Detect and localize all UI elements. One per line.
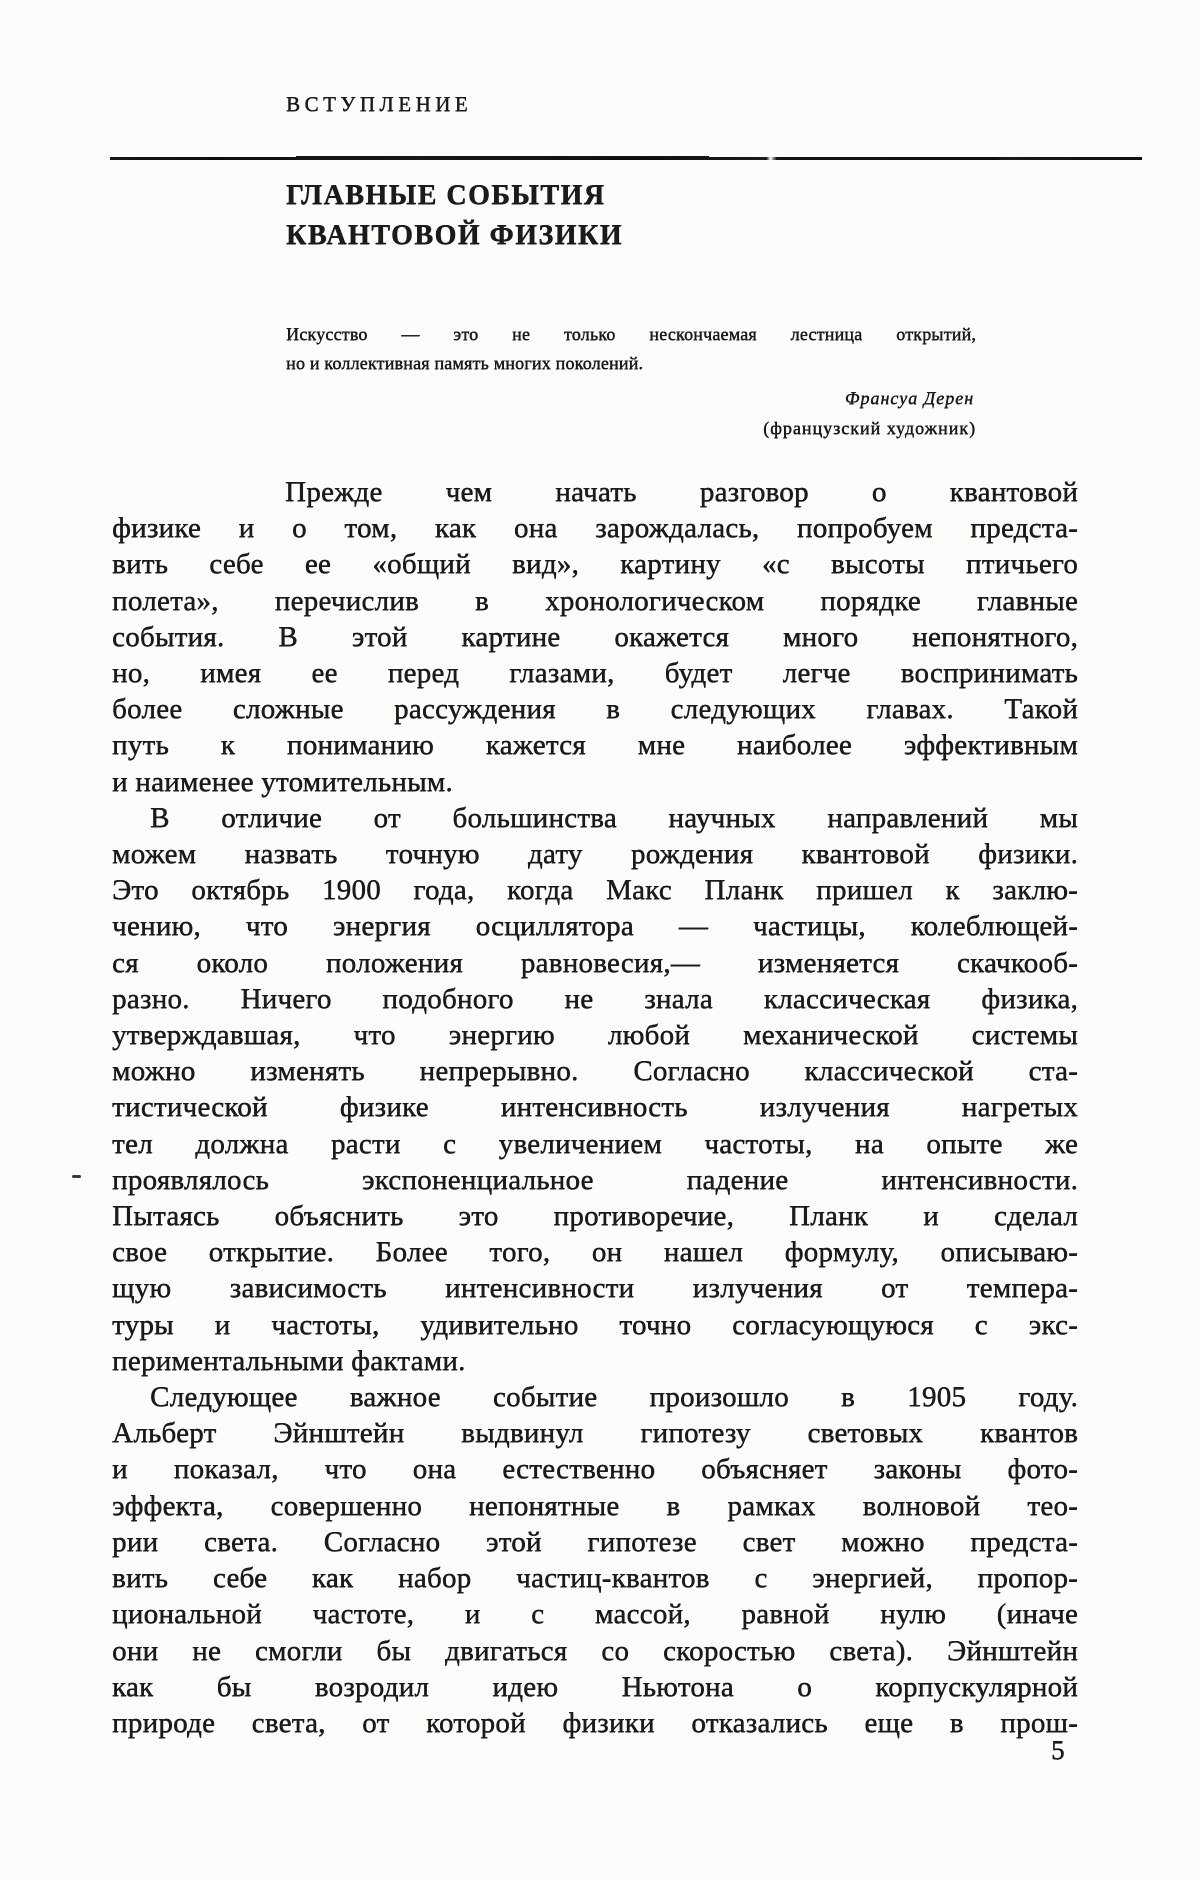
body-line: циональной частоте, и с массой, равной нулю (иначе (112, 1598, 1078, 1631)
body-line: физике и о том, как она зарождалась, попробуем предста- (112, 512, 1078, 545)
body-line: проявлялось экспоненциальное падение интенсивности. (112, 1163, 1078, 1196)
epigraph-line: Искусство — это не только нескончаемая лестница открытий, (286, 324, 976, 344)
body-line: туры и частоты, удивительно точно согласующуюся с экс- (112, 1308, 1078, 1341)
body-line: как бы возродил идею Ньютона о корпускулярной (112, 1670, 1078, 1703)
body-line: ся около положения равновесия,— изменяется скачкооб- (112, 946, 1078, 979)
body-line: эффекта, совершенно непонятные в рамках волновой тео- (112, 1489, 1078, 1522)
body-line: чению, что энергия осциллятора — частицы, колеблющей- (112, 910, 1078, 943)
body-line: вить себе как набор частиц-квантов с энергией, пропор- (112, 1562, 1078, 1595)
body-line: природе света, от которой физики отказались еще в прош- (112, 1706, 1078, 1739)
header-rule (110, 157, 1142, 160)
body-line: рии света. Согласно этой гипотезе свет можно предста- (112, 1525, 1078, 1558)
body-line: Пытаясь объяснить это противоречие, Планк и сделал (112, 1200, 1078, 1233)
body-line: и показал, что она естественно объясняет законы фото- (112, 1453, 1078, 1486)
chapter-title-line-2: КВАНТОВОЙ ФИЗИКИ (286, 220, 624, 251)
body-line: Альберт Эйнштейн выдвинул гипотезу световых квантов (112, 1417, 1078, 1450)
body-line: тел должна расти с увеличением частоты, на опыте же (112, 1127, 1078, 1160)
body-line: вить себе ее «общий вид», картину «с высоты птичьего (112, 548, 1078, 581)
body-line: путь к пониманию кажется мне наиболее эффективным (112, 729, 1078, 762)
body-text (112, 474, 1078, 1741)
body-line: можем назвать точную дату рождения квантовой физики. (112, 838, 1078, 871)
body-line: Следующее важное событие произошло в 1905 году. (150, 1381, 1078, 1414)
chapter-title-line-1: ГЛАВНЫЕ СОБЫТИЯ (286, 180, 606, 211)
epigraph (286, 320, 976, 442)
body-line: Это октябрь 1900 года, когда Макс Планк пришел к заклю- (112, 874, 1078, 907)
scan-artifact (72, 1175, 81, 1178)
body-line: более сложные рассуждения в следующих главах. Такой (112, 693, 1078, 726)
body-line: полета», перечислив в хронологическом порядке главные (112, 584, 1078, 617)
body-line: но, имея ее перед глазами, будет легче воспринимать (112, 657, 1078, 690)
body-line: тистической физике интенсивность излучения нагретых (112, 1091, 1078, 1124)
body-line: В отличие от большинства научных направлений мы (150, 801, 1078, 834)
body-line: утверждавшая, что энергию любой механической системы (112, 1019, 1078, 1052)
body-line: события. В этой картине окажется много непонятного, (112, 620, 1078, 653)
page-number: 5 (1051, 1735, 1065, 1765)
body-line: свое открытие. Более того, он нашел формулу, описываю- (112, 1236, 1078, 1269)
body-line: и наименее утомительным. (112, 765, 453, 798)
body-line: щую зависимость интенсивности излучения от темпера- (112, 1272, 1078, 1305)
body-line: можно изменять непрерывно. Согласно классической ста- (112, 1055, 1078, 1088)
body-line: Прежде чем начать разговор о квантовой (285, 476, 1078, 508)
chapter-title (286, 176, 623, 256)
body-line: разно. Ничего подобного не знала классическая физика, (112, 982, 1078, 1015)
running-header: ВСТУПЛЕНИЕ (286, 92, 473, 116)
epigraph-line: но и коллективная память многих поколений. (286, 352, 644, 373)
body-line: периментальными фактами. (112, 1344, 466, 1377)
body-line: они не смогли бы двигаться со скоростью света). Эйнштейн (112, 1634, 1078, 1667)
epigraph-author: Франсуа Дерен (844, 388, 974, 408)
epigraph-author-note: (французский художник) (763, 417, 976, 438)
